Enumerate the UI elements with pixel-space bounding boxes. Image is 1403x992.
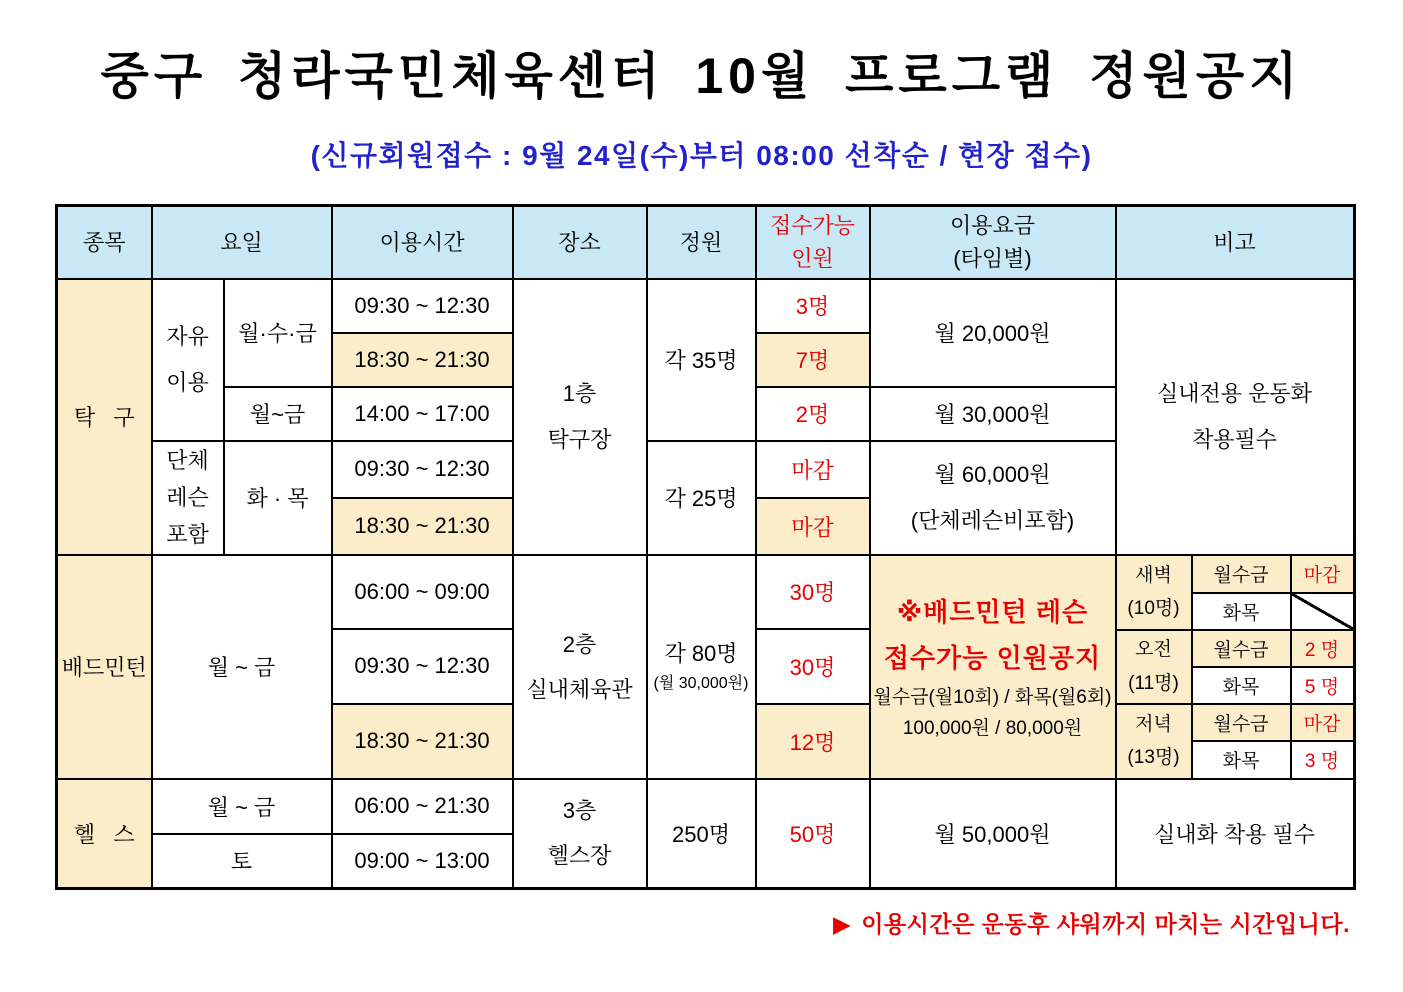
tt-group-free-cell — [152, 279, 224, 441]
bd-place-cell — [513, 555, 647, 779]
bd-dawn-mwf-label: 월수금 — [1192, 556, 1291, 593]
tt-fee-free-mf-cell: 월 30,000원 — [870, 387, 1116, 441]
health-place-cell — [513, 779, 647, 889]
bd-fee-notice-line4: 100,000원 / 80,000원 — [902, 718, 1083, 740]
bd-note-subtable — [1117, 556, 1353, 778]
bd-fee-notice-line2: 접수가능 인원공지 — [883, 643, 1102, 674]
bd-slot-evening-line1: 저녁 — [1135, 713, 1172, 735]
bd-day-cell: 월 ~ 금 — [152, 555, 332, 779]
tt-fee-free-mwf-cell: 월 20,000원 — [870, 279, 1116, 387]
bd-morning-thu-value: 5 명 — [1291, 667, 1353, 704]
bd-slot-dawn-cell — [1117, 556, 1192, 630]
footer-note — [0, 906, 1350, 939]
health-fee-cell: 월 50,000원 — [870, 779, 1116, 889]
tt-available-4: 마감 — [756, 441, 870, 498]
tt-group-lesson-line3: 포함 — [166, 522, 209, 548]
tt-available-3: 2명 — [756, 387, 870, 441]
bd-capacity-cell — [647, 555, 756, 779]
health-day-2: 토 — [152, 834, 332, 889]
health-row-1 — [57, 779, 1355, 834]
tt-row-1 — [57, 279, 1355, 333]
bd-morning-thu-label: 화목 — [1192, 667, 1291, 704]
tt-note-line1: 실내전용 운동화 — [1157, 381, 1312, 407]
health-day-1: 월 ~ 금 — [152, 779, 332, 834]
tt-capacity-lesson-cell: 각 25명 — [647, 441, 756, 555]
tt-capacity-free-cell: 각 35명 — [647, 279, 756, 441]
col-header-available-line1: 접수가능 — [769, 213, 855, 239]
col-header-sport: 종목 — [57, 206, 152, 279]
bd-fee-notice-line1: ※배드민턴 레슨 — [896, 596, 1089, 627]
tt-available-5: 마감 — [756, 498, 870, 555]
col-header-note: 비고 — [1116, 206, 1355, 279]
tt-place-line1: 1층 — [562, 381, 597, 407]
tt-time-5: 18:30 ~ 21:30 — [332, 498, 513, 555]
bd-slot-morning-cell — [1117, 630, 1192, 704]
bd-slot-evening-line2: (13명) — [1127, 747, 1180, 769]
page-subtitle: (신규회원접수 : 9월 24일(수)부터 08:00 선착순 / 현장 접수) — [310, 140, 1093, 171]
health-time-2: 09:00 ~ 13:00 — [332, 834, 513, 889]
bd-available-1: 30명 — [756, 555, 870, 629]
bd-dawn-mwf-value: 마감 — [1291, 556, 1353, 593]
bd-morning-mwf-label: 월수금 — [1192, 630, 1291, 667]
tt-day-mf-cell: 월~금 — [224, 387, 332, 441]
bd-fee-notice-cell — [870, 555, 1116, 779]
health-available-cell: 50명 — [756, 779, 870, 889]
bd-fee-notice-line3: 월수금(월10회) / 화목(월6회) — [873, 687, 1112, 709]
col-header-capacity: 정원 — [647, 206, 756, 279]
tt-place-line2: 탁구장 — [547, 426, 612, 452]
bd-slot-evening-cell — [1117, 704, 1192, 778]
bd-slot-morning-line2: (11명) — [1128, 672, 1179, 694]
bd-note-row-morning-mwf — [1117, 630, 1353, 667]
tt-group-free-line2: 이용 — [166, 369, 209, 395]
bd-slot-dawn-line1: 새벽 — [1135, 564, 1172, 586]
footer-note-text: 이용시간은 운동후 샤워까지 마치는 시간입니다. — [861, 911, 1350, 938]
bd-capacity-line2: (월 30,000원) — [653, 675, 749, 693]
bd-slot-morning-line1: 오전 — [1135, 639, 1172, 661]
tt-fee-lesson-cell — [870, 441, 1116, 555]
arrow-marker-icon: ▶ — [832, 911, 852, 938]
tt-group-lesson-line2: 레슨 — [166, 484, 209, 510]
bd-row-1 — [57, 555, 1355, 592]
col-header-available-line2: 인원 — [791, 246, 834, 272]
bd-dawn-thu-diagonal-cell — [1291, 593, 1353, 630]
tt-group-lesson-line1: 단체 — [166, 447, 209, 473]
col-header-time: 이용시간 — [332, 206, 513, 279]
header-row — [57, 206, 1355, 279]
tt-available-2: 7명 — [756, 333, 870, 387]
tt-sport-cell: 탁 구 — [57, 279, 152, 555]
health-time-1: 06:00 ~ 21:30 — [332, 779, 513, 834]
col-header-available — [756, 206, 870, 279]
tt-time-1: 09:30 ~ 12:30 — [332, 279, 513, 333]
col-header-fee-line1: 이용요금 — [949, 213, 1035, 239]
health-sport-cell: 헬 스 — [57, 779, 152, 889]
tt-fee-lesson-line1: 월 60,000원 — [934, 462, 1051, 488]
bd-place-line2: 실내체육관 — [526, 676, 633, 702]
bd-time-2: 09:30 ~ 12:30 — [332, 629, 513, 704]
bd-evening-thu-label: 화목 — [1192, 741, 1291, 778]
bd-time-1: 06:00 ~ 09:00 — [332, 555, 513, 629]
tt-time-3: 14:00 ~ 17:00 — [332, 387, 513, 441]
bd-sport-cell: 배드민턴 — [57, 555, 152, 779]
tt-group-free-line1: 자유 — [166, 324, 209, 350]
bd-evening-thu-value: 3 명 — [1291, 741, 1353, 778]
col-header-place: 장소 — [513, 206, 647, 279]
health-place-line2: 헬스장 — [547, 843, 612, 869]
bd-available-2: 30명 — [756, 629, 870, 704]
bd-morning-mwf-value: 2 명 — [1291, 630, 1353, 667]
program-table — [55, 204, 1356, 890]
tt-day-mwf-cell: 월·수·금 — [224, 279, 332, 387]
health-note-cell: 실내화 착용 필수 — [1116, 779, 1355, 889]
health-place-line1: 3층 — [562, 798, 597, 824]
bd-note-row-evening-mwf — [1117, 704, 1353, 741]
col-header-fee-line2: (타임별) — [953, 246, 1032, 272]
col-header-fee — [870, 206, 1116, 279]
bd-note-row-dawn-mwf — [1117, 556, 1353, 593]
bd-slot-dawn-line2: (10명) — [1127, 598, 1180, 620]
tt-group-lesson-cell — [152, 441, 224, 555]
health-capacity-cell: 250명 — [647, 779, 756, 889]
bd-evening-mwf-label: 월수금 — [1192, 704, 1291, 741]
bd-available-3: 12명 — [756, 704, 870, 779]
tt-note-line2: 착용필수 — [1191, 426, 1277, 452]
tt-day-tue-thu-cell: 화 · 목 — [224, 441, 332, 555]
tt-note-cell — [1116, 279, 1355, 555]
col-header-day: 요일 — [152, 206, 332, 279]
tt-time-2: 18:30 ~ 21:30 — [332, 333, 513, 387]
bd-time-3: 18:30 ~ 21:30 — [332, 704, 513, 779]
tt-fee-lesson-line2: (단체레슨비포함) — [910, 507, 1075, 533]
bd-capacity-line1: 각 80명 — [664, 641, 738, 667]
tt-available-1: 3명 — [756, 279, 870, 333]
bd-dawn-thu-label: 화목 — [1192, 593, 1291, 630]
bd-evening-mwf-value: 마감 — [1291, 704, 1353, 741]
page-title: 중구 청라국민체육센터 10월 프로그램 정원공지 — [100, 48, 1303, 104]
bd-note-cell — [1116, 555, 1355, 779]
tt-time-4: 09:30 ~ 12:30 — [332, 441, 513, 498]
bd-place-line1: 2층 — [562, 631, 597, 657]
tt-place-cell — [513, 279, 647, 555]
